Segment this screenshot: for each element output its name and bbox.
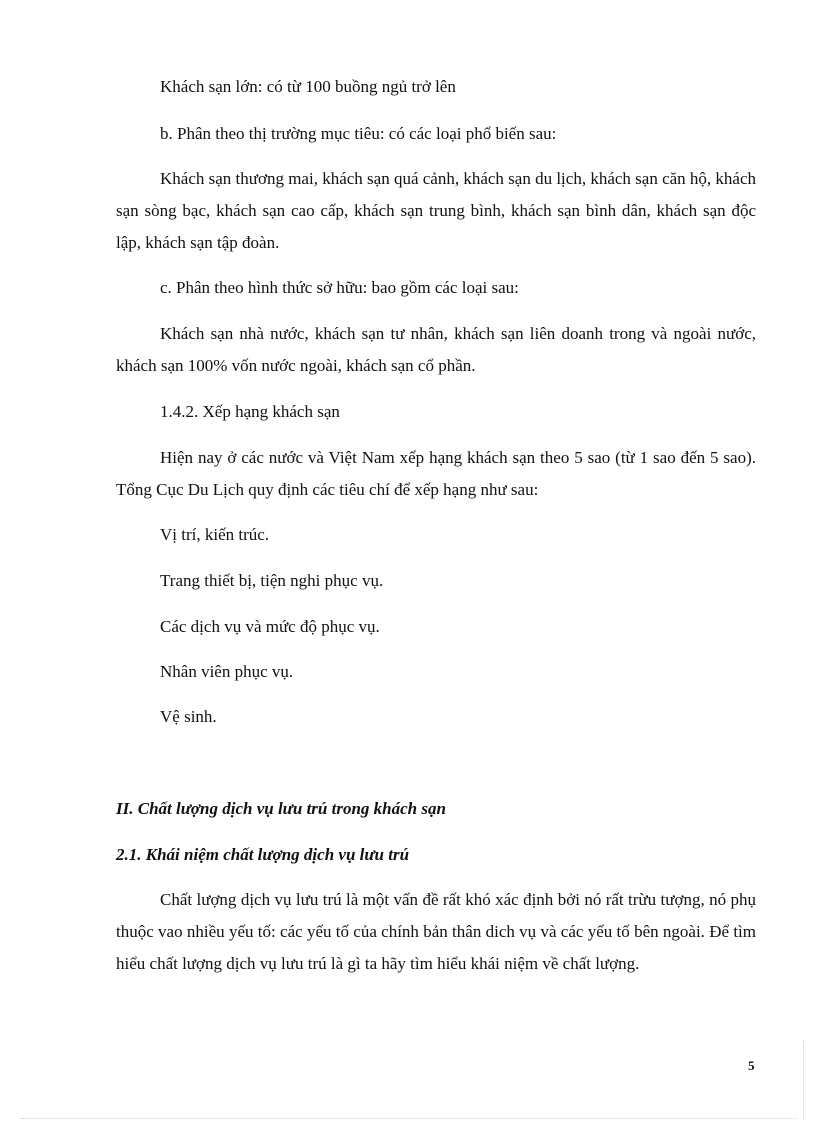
criteria-services: Các dịch vụ và mức độ phục vụ. xyxy=(160,617,380,636)
subsection-heading: 2.1. Khái niệm chất lượng dịch vụ lưu trú xyxy=(116,845,410,864)
page-number: 5 xyxy=(748,1058,755,1073)
paragraph-ownership: c. Phân theo hình thức sở hữu: bao gồm các loại sau: xyxy=(160,278,519,297)
paragraph-hotel-types-market-text: Khách sạn thương mai, khách sạn quá cảnh, khách sạn du lịch, khách sạn căn hộ, khách sạn sòng bạc, khách sạn cao cấp, khách sạn trung bình, khách sạn bình dân, khách sạn độc lập, khách sạn tập đoàn. xyxy=(116,169,757,252)
criteria-staff: Nhân viên phục vụ. xyxy=(160,662,294,681)
paragraph-large-hotel: Khách sạn lớn: có từ 100 buồng ngủ trở lên xyxy=(160,77,456,96)
criteria-hygiene: Vệ sinh. xyxy=(160,707,217,726)
page-border-bottom xyxy=(20,1118,796,1119)
heading-hotel-rating: 1.4.2. Xếp hạng khách sạn xyxy=(160,402,340,421)
paragraph-hotel-types-market xyxy=(116,163,756,259)
criteria-equipment: Trang thiết bị, tiện nghi phục vụ. xyxy=(160,571,384,590)
section-heading: II. Chất lượng dịch vụ lưu trú trong khách sạn xyxy=(116,799,446,818)
page-border-right xyxy=(803,1040,804,1120)
paragraph-quality-concept xyxy=(116,884,756,980)
paragraph-quality-concept-text: Chất lượng dịch vụ lưu trú là một vấn đề rất khó xác định bởi nó rất trừu tượng, nó phụ thuộc vao nhiều yếu tố: các yếu tố của chính bản thân dich vụ và các yếu tố bên ngoài. Để tìm hiểu chất lượng dịch vụ lưu trú là gì ta hãy tìm hiểu khái niệm về chất lượng. xyxy=(116,890,756,973)
paragraph-target-market: b. Phân theo thị trường mục tiêu: có các loại phổ biến sau: xyxy=(160,124,557,143)
paragraph-hotel-types-ownership-text: Khách sạn nhà nước, khách sạn tư nhân, khách sạn liên doanh trong và ngoài nước, khách sạn 100% vốn nước ngoài, khách sạn cổ phần. xyxy=(116,324,756,375)
paragraph-rating-intro-text: Hiện nay ở các nước và Việt Nam xếp hạng khách sạn theo 5 sao (từ 1 sao đến 5 sao). Tổng Cục Du Lịch quy định các tiêu chí để xếp hạng như sau: xyxy=(116,448,756,499)
paragraph-rating-intro xyxy=(116,442,756,506)
criteria-location: Vị trí, kiến trúc. xyxy=(160,525,270,544)
paragraph-hotel-types-ownership xyxy=(116,318,756,382)
